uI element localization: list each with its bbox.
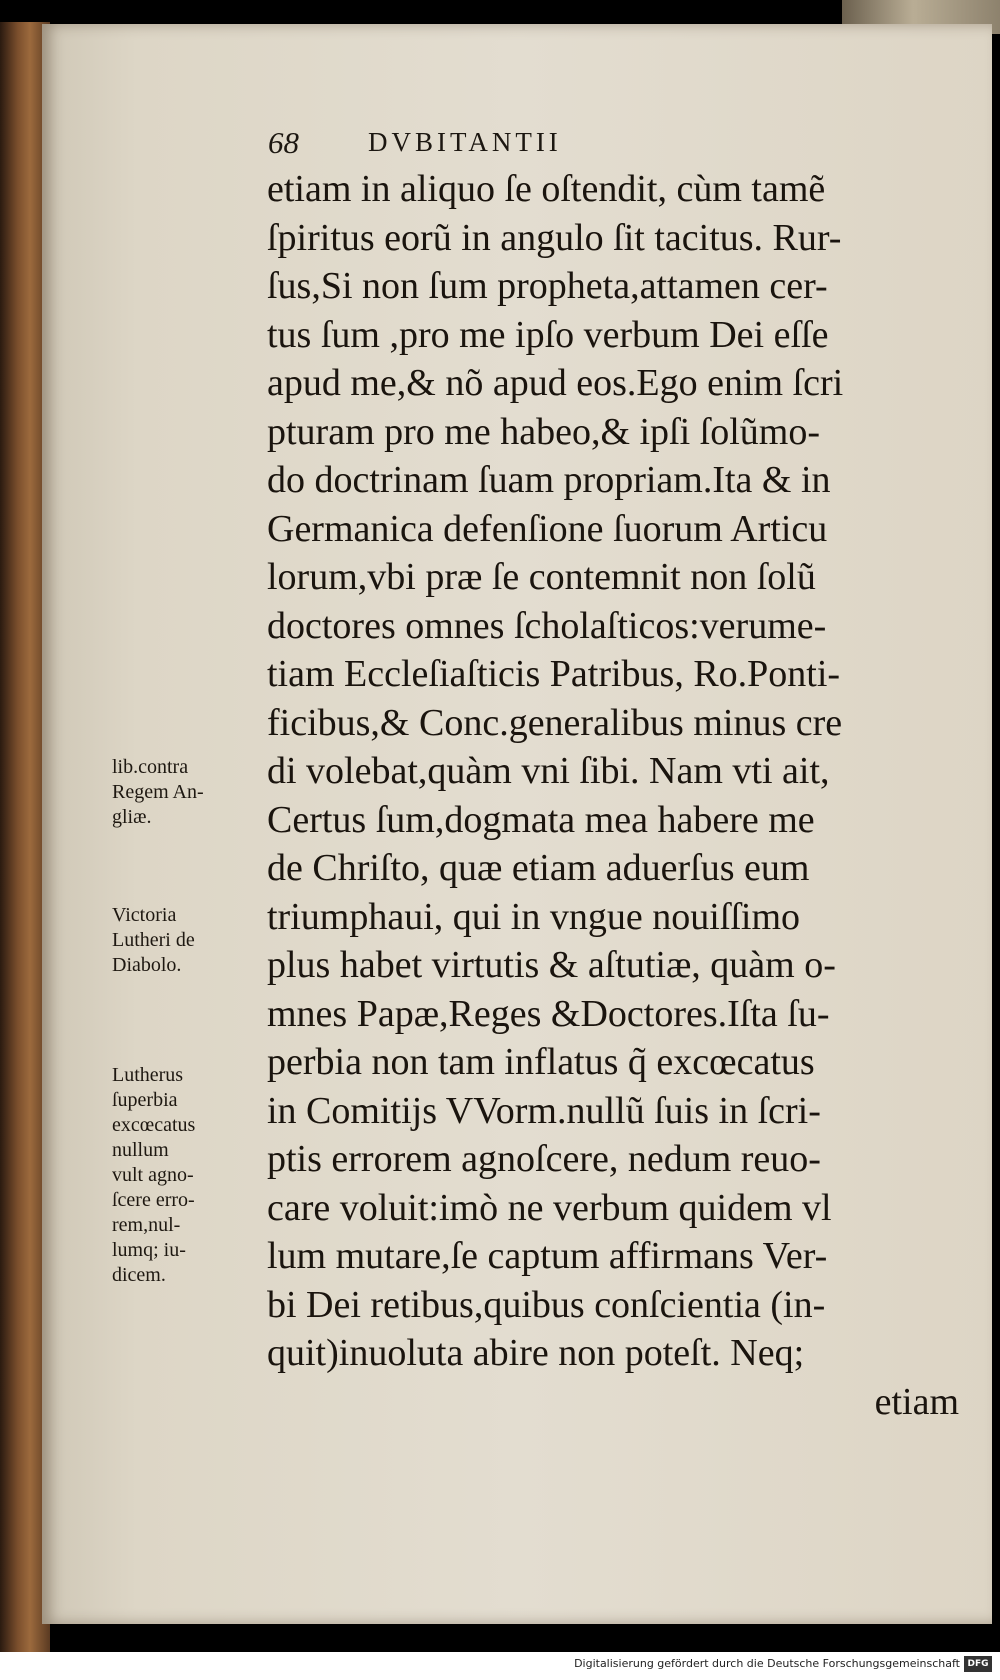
- text-line: lorum,vbi præ ſe contemnit non ſolũ: [267, 556, 816, 598]
- margin-note-line: lumq; iu-: [112, 1239, 186, 1261]
- text-line: plus habet virtutis & aſtutiæ, quàm o-: [267, 944, 836, 986]
- main-text-block: [267, 165, 959, 1426]
- text-line: do doctrinam ſuam propriam.Ita & in: [267, 459, 831, 501]
- margin-note-line: Victoria: [112, 904, 177, 926]
- text-line: quit)inuoluta abire non poteſt. Neq;: [267, 1332, 805, 1374]
- margin-note-line: Regem An-: [112, 781, 204, 803]
- margin-note-line: dicem.: [112, 1264, 166, 1286]
- text-line: de Chriſto, quæ etiam aduerſus eum: [267, 847, 810, 889]
- page-header: [268, 125, 768, 165]
- text-line: care voluit:imò ne verbum quidem vl: [267, 1186, 832, 1229]
- digitization-credit: Digitalisierung gefördert durch die Deutsche Forschungsgemeinschaft: [574, 1657, 960, 1670]
- text-line: ptis errorem agnoſcere, nedum reuo-: [267, 1138, 821, 1180]
- text-line: bi Dei retibus,quibus conſcientia (in-: [267, 1283, 826, 1326]
- text-line: tus ſum ,pro me ipſo verbum Dei eſſe: [267, 313, 829, 356]
- margin-note-line: excœcatus: [112, 1114, 196, 1136]
- text-line: Certus ſum,dogmata mea habere me: [267, 798, 815, 841]
- margin-note-line: rem,nul-: [112, 1214, 181, 1236]
- text-line: etiam in aliquo ſe oſtendit, cùm tamẽ: [267, 168, 826, 210]
- margin-note-line: nullum: [112, 1139, 169, 1161]
- text-line: pturam pro me habeo,& ipſi ſolũmo-: [267, 410, 821, 453]
- text-line: Germanica defenſione ſuorum Articu: [267, 507, 828, 550]
- margin-note-line: Lutheri de: [112, 929, 195, 951]
- text-line: ficibus,& Conc.generalibus minus cre: [267, 701, 843, 744]
- margin-note-lib-contra: [112, 755, 204, 830]
- margin-note-line: Diabolo.: [112, 954, 182, 976]
- footer-bar: [0, 1652, 1000, 1680]
- text-line: in Comitijs VVorm.nullũ ſuis in ſcri-: [267, 1089, 821, 1132]
- margin-note-victoria: [112, 903, 195, 978]
- margin-note-line: gliæ.: [112, 806, 152, 828]
- dfg-logo-icon: DFG: [964, 1656, 992, 1672]
- margin-note-lutherus: [112, 1063, 195, 1288]
- text-line: doctores omnes ſcholaſticos:verume-: [267, 604, 827, 647]
- text-line: triumphaui, qui in vngue nouiſſimo: [267, 895, 801, 938]
- text-line: tiam Eccleſiaſticis Patribus, Ro.Ponti-: [267, 653, 841, 695]
- margin-note-line: ſuperbia: [112, 1089, 178, 1111]
- margin-note-line: ſcere erro-: [112, 1189, 195, 1211]
- running-head: DVBITANTII: [368, 127, 562, 157]
- text-line: perbia non tam inflatus q̃ excœcatus: [267, 1041, 815, 1083]
- text-line: apud me,& nõ apud eos.Ego enim ſcri: [267, 362, 844, 404]
- margin-note-line: vult agno-: [112, 1164, 194, 1186]
- catchword: etiam: [874, 1380, 959, 1423]
- text-line: mnes Papæ,Reges &Doctores.Iſta ſu-: [267, 992, 830, 1035]
- page-number: 68: [268, 125, 299, 160]
- text-line: lum mutare,ſe captum affirmans Ver-: [267, 1235, 828, 1277]
- text-line: ſpiritus eorũ in angulo ſit tacitus. Rur-: [267, 216, 842, 259]
- text-line: di volebat,quàm vni ſibi. Nam vti ait,: [267, 750, 830, 792]
- margin-note-line: Lutherus: [112, 1064, 184, 1086]
- margin-note-line: lib.contra: [112, 756, 189, 778]
- text-line: ſus,Si non ſum propheta,attamen cer-: [267, 265, 828, 307]
